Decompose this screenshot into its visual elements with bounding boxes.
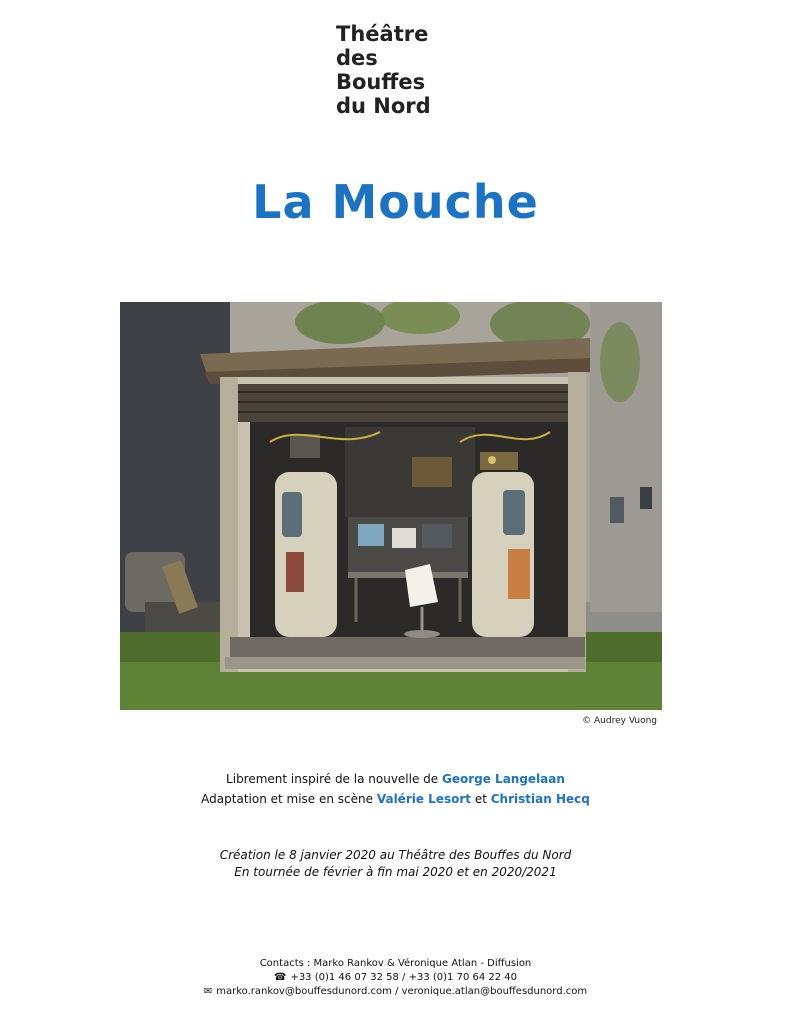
credits-conjunction: et [474, 792, 487, 806]
contacts-block [0, 957, 791, 999]
credits-source-label: Librement inspiré de la nouvelle de [226, 772, 439, 786]
creation-info [0, 847, 791, 881]
creation-date: Création le 8 janvier 2020 au Théâtre des Bouffes du Nord [219, 848, 572, 862]
credits-line-direction [0, 789, 791, 809]
photo-credit: © Audrey Vuong [582, 716, 657, 726]
director-name: Christian Hecq [490, 792, 590, 806]
logo-line: du Nord [336, 94, 431, 118]
contacts-phone: +33 (0)1 46 07 32 58 / +33 (0)1 70 64 22 40 [290, 972, 518, 983]
credits-line-source [0, 769, 791, 789]
credits-direction-label: Adaptation et mise en scène [201, 792, 374, 806]
envelope-icon: ✉ [203, 986, 213, 997]
page-title: La Mouche [252, 175, 539, 229]
contacts-email[interactable]: marko.rankov@bouffesdunord.com / veronique.atlan@bouffesdunord.com [216, 986, 588, 997]
logo-line: Théâtre [336, 22, 429, 46]
production-credits [0, 769, 791, 809]
director-name: Valérie Lesort [376, 792, 471, 806]
stage-set-photo [120, 302, 662, 710]
contacts-phone-line [0, 971, 791, 985]
author-name: George Langelaan [442, 772, 565, 786]
tour-dates: En tournée de février à fin mai 2020 et en 2020/2021 [234, 865, 557, 879]
logo-line: Bouffes [336, 70, 426, 94]
theatre-logo [336, 22, 431, 118]
contacts-names: Contacts : Marko Rankov & Véronique Atlan - Diffusion [259, 958, 532, 969]
logo-line: des [336, 46, 378, 70]
contacts-email-line [0, 985, 791, 999]
phone-icon: ☎ [273, 972, 287, 983]
